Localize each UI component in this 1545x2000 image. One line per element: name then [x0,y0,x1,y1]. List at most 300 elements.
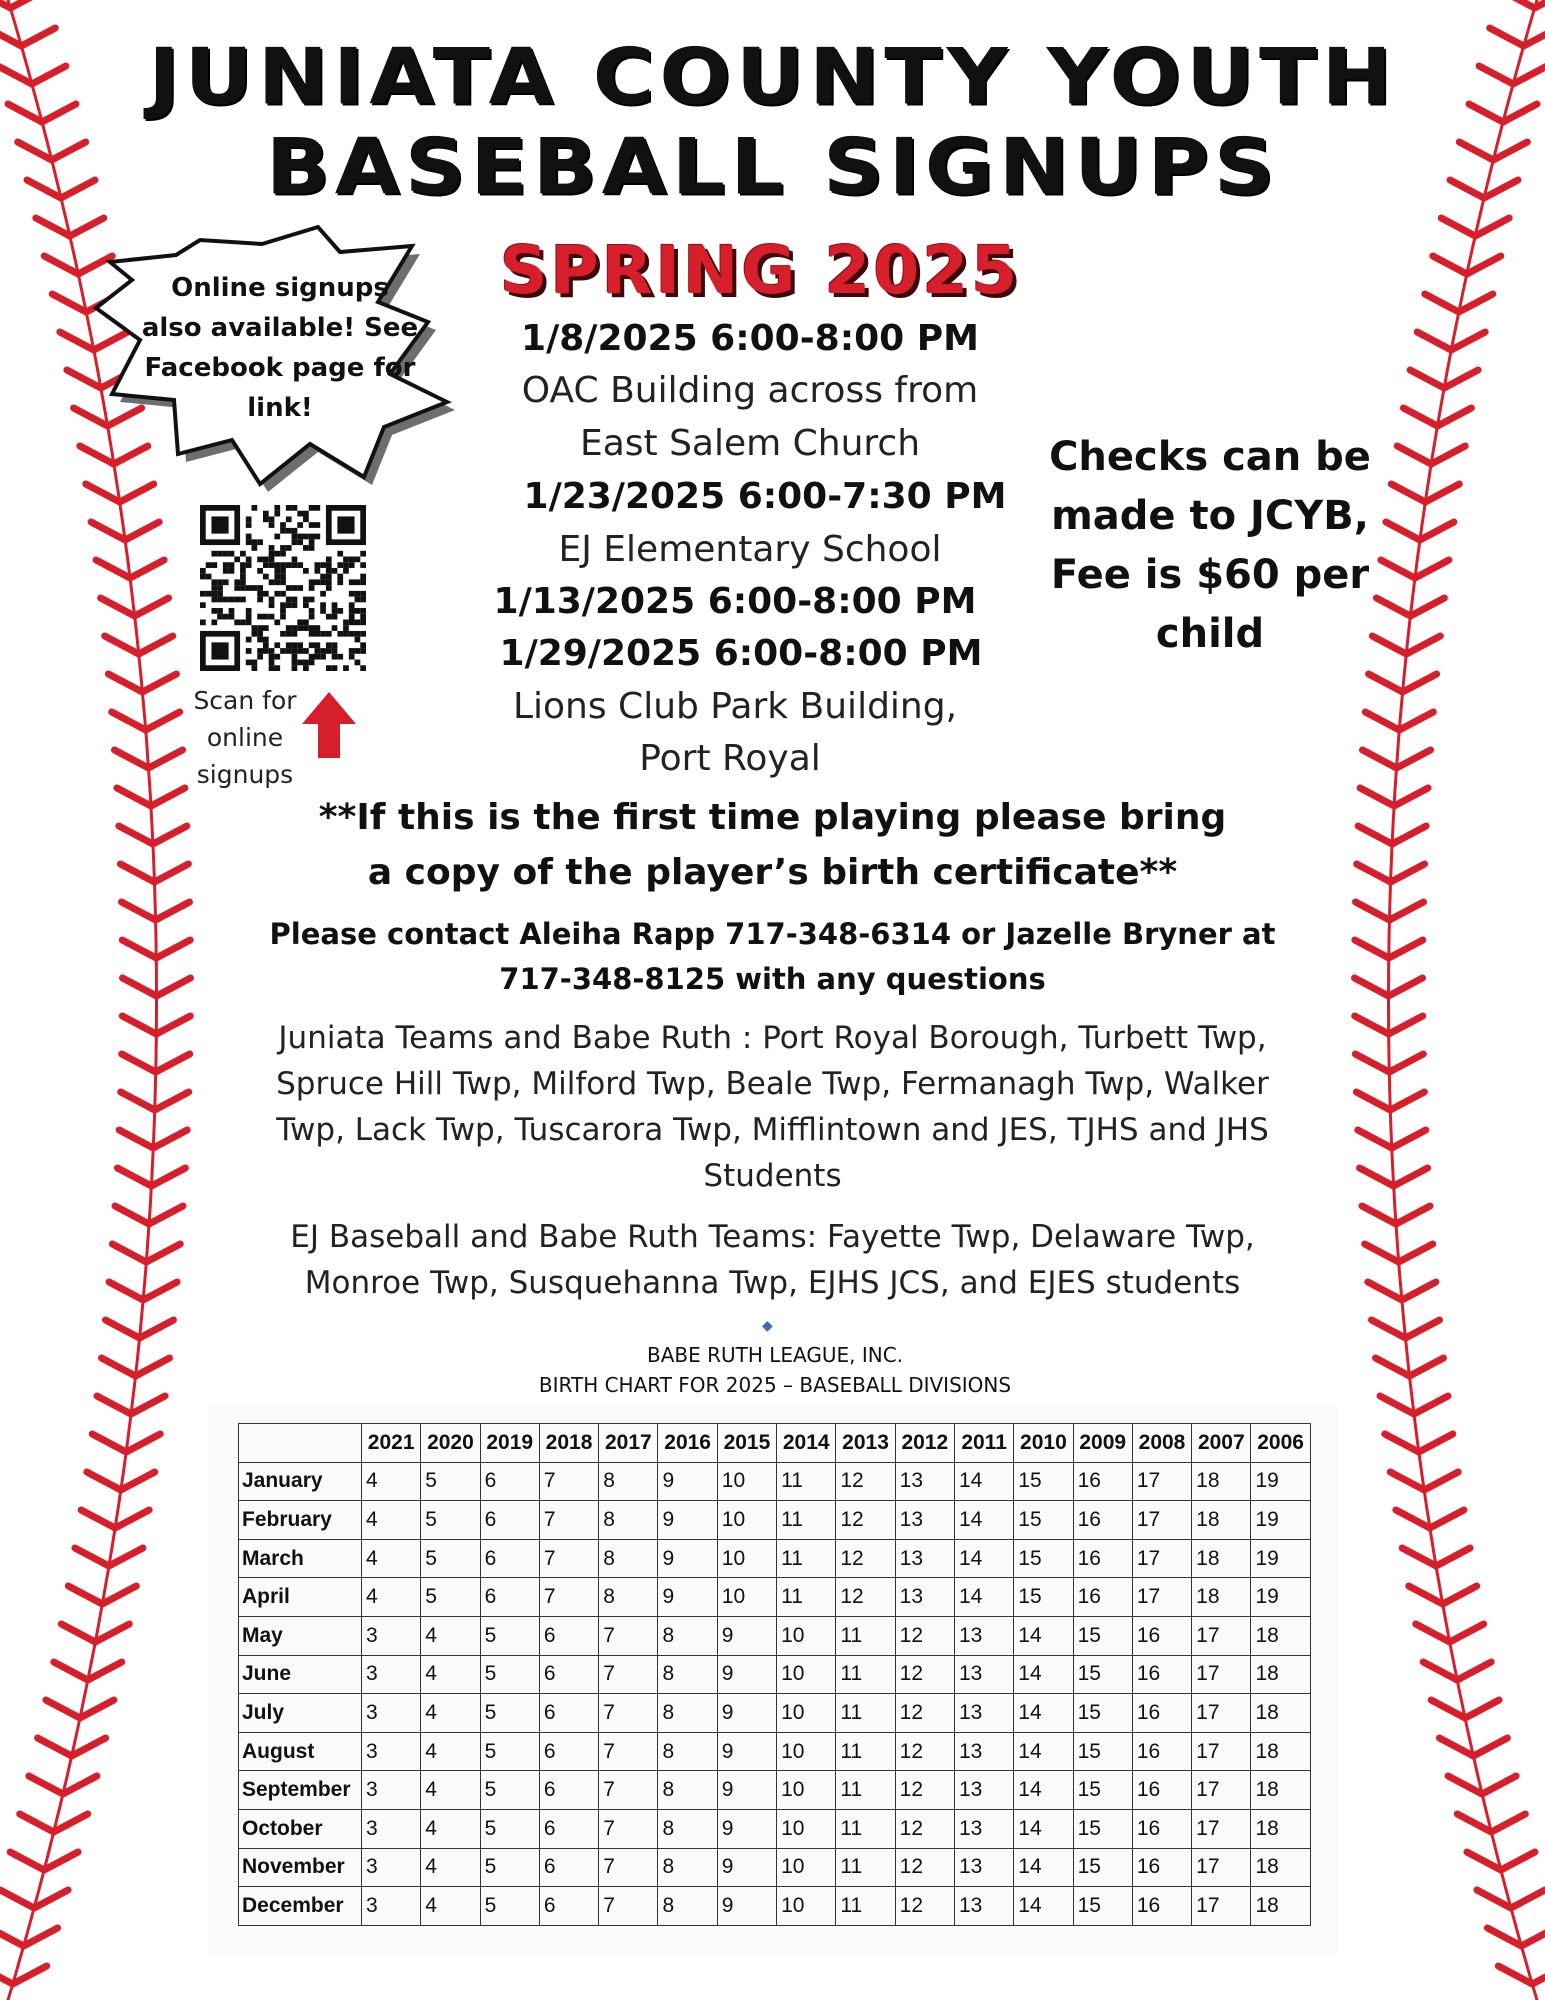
stitch-mark [126,1434,160,1452]
stitch-mark [146,712,180,730]
qr-module [349,608,355,614]
qr-module [240,597,246,603]
qr-module [303,660,309,666]
age-cell: 18 [1251,1694,1310,1733]
age-cell: 6 [480,1462,539,1501]
age-cell: 9 [658,1501,717,1540]
qr-module [217,585,223,591]
area-line: Students [703,1158,842,1194]
qr-module [240,619,246,625]
qr-module [211,642,228,659]
stitch-mark [115,1206,149,1224]
qr-module [229,597,235,603]
stitch-mark [1436,1548,1470,1566]
qr-module [292,597,298,603]
qr-module [286,528,292,534]
qr-module [343,562,349,568]
stitch-mark [156,1054,190,1072]
stitch-mark [1416,1624,1450,1642]
qr-module [269,597,275,603]
session-2-location: EJ Elementary School [558,529,942,570]
scan-label-line: Scan for [193,686,297,715]
stitch-mark [125,522,159,540]
qr-module [257,637,263,643]
qr-module [332,654,338,660]
stitch-mark [112,712,146,730]
contact-line: Please contact Aleiha Rapp 717-348-6314 or Jazelle Bryner at [269,917,1276,951]
age-cell: 11 [777,1539,836,1578]
stitch-mark [1402,1282,1436,1300]
table-row [239,1462,1311,1501]
area-line: EJ Baseball and Babe Ruth Teams: Fayette Twp, Delaware Twp, [290,1219,1255,1255]
age-cell: 5 [480,1732,539,1771]
age-cell: 4 [421,1616,480,1655]
age-cell: 8 [658,1694,717,1733]
age-cell: 18 [1192,1501,1251,1540]
qr-module [246,660,252,666]
qr-module [349,654,355,660]
age-cell: 7 [539,1501,598,1540]
qr-module [303,545,309,551]
qr-module [246,637,252,643]
qr-module [349,602,355,608]
stitch-mark [95,1624,129,1642]
age-cell: 12 [836,1462,895,1501]
age-cell: 16 [1132,1732,1191,1771]
qr-module [326,574,332,580]
qr-module [360,579,366,585]
qr-module [332,625,338,631]
starburst-line: Facebook page for [144,353,416,383]
age-cell: 6 [539,1655,598,1694]
qr-module [337,516,354,533]
qr-module [326,614,332,620]
qr-module [274,579,280,585]
age-cell: 8 [599,1578,658,1617]
qr-module [240,579,246,585]
qr-module [274,562,280,568]
age-cell: 18 [1192,1578,1251,1617]
stitch-mark [1389,978,1423,996]
qr-module [223,568,229,574]
qr-module [269,522,275,528]
stitch-mark [1501,1852,1535,1870]
age-cell: 17 [1132,1462,1191,1501]
qr-module [263,591,269,597]
age-cell: 11 [836,1887,895,1926]
stitch-mark [122,940,156,958]
stitch-mark [101,598,135,616]
qr-module [292,585,298,591]
stitch-mark [1357,864,1391,882]
stitch-mark [1391,484,1425,502]
qr-module [292,528,298,534]
year-header: 2019 [480,1424,539,1463]
qr-module [349,619,355,625]
age-cell: 18 [1251,1616,1310,1655]
qr-module [252,660,258,666]
qr-module [297,562,303,568]
qr-module [303,619,309,625]
age-cell: 15 [1014,1539,1073,1578]
stitch-mark [1399,1244,1433,1262]
stitch-mark [1402,1548,1436,1566]
stitch-mark [106,1320,140,1338]
qr-module [234,557,240,563]
qr-module [263,625,269,631]
qr-module [280,579,286,585]
stitch-mark [122,1016,156,1034]
stitch-mark [109,1282,143,1300]
age-cell: 6 [539,1809,598,1848]
age-cell: 6 [539,1771,598,1810]
qr-module [229,562,235,568]
qr-module [286,642,292,648]
stitch-mark [1437,408,1471,426]
qr-module [332,568,338,574]
qr-module [332,665,338,671]
stitch-mark [1443,1586,1477,1604]
stitch-mark [1372,1320,1406,1338]
age-cell: 13 [895,1578,954,1617]
year-header: 2013 [836,1424,895,1463]
stitch-mark [153,1130,187,1148]
stitch-mark [1439,1738,1473,1756]
qr-module [360,562,366,568]
age-cell: 3 [362,1771,421,1810]
age-cell: 9 [717,1771,776,1810]
qr-module [246,614,252,620]
qr-module [200,602,206,608]
stitch-mark [0,1890,34,1908]
stitch-mark [1397,750,1431,768]
age-cell: 8 [599,1462,658,1501]
stitch-mark [136,1358,170,1376]
qr-module [274,505,280,511]
qr-module [355,608,361,614]
stitch-mark [88,1662,122,1680]
qr-module [257,539,263,545]
month-cell: June [239,1655,362,1694]
qr-module [286,625,292,631]
age-cell: 8 [658,1771,717,1810]
qr-module [257,625,263,631]
age-cell: 9 [658,1578,717,1617]
qr-module [337,631,343,637]
stitch-mark [1441,218,1475,236]
age-cell: 4 [362,1501,421,1540]
month-cell: May [239,1616,362,1655]
age-cell: 17 [1192,1616,1251,1655]
qr-module [303,625,309,631]
stitch-mark [1394,1168,1428,1186]
qr-module [206,591,212,597]
qr-module [309,625,315,631]
stitch-mark [1511,1890,1545,1908]
age-cell: 12 [895,1771,954,1810]
qr-module [280,545,286,551]
age-cell: 11 [836,1694,895,1733]
qr-module [309,539,315,545]
age-cell: 18 [1251,1809,1310,1848]
stitch-mark [0,1928,24,1946]
qr-module [240,551,246,557]
age-cell: 13 [954,1887,1013,1926]
qr-module [274,568,280,574]
starburst-line: Online signups [171,273,389,303]
stitch-mark [1358,1130,1392,1148]
age-cell: 18 [1192,1539,1251,1578]
qr-module [320,591,326,597]
stitch-mark [105,636,139,654]
qr-module [320,608,326,614]
stitch-mark [1406,636,1440,654]
age-cell: 13 [954,1694,1013,1733]
area-line: Monroe Twp, Susquehanna Twp, EJHS JCS, and EJES students [304,1265,1241,1301]
stitch-mark [1491,1814,1525,1832]
title-line-1: JUNIATA COUNTY YOUTH [148,31,1397,123]
age-cell: 17 [1132,1501,1191,1540]
qr-module [292,648,298,654]
age-cell: 18 [1192,1462,1251,1501]
stitch-mark [1380,1396,1414,1414]
qr-module [229,614,235,620]
age-cell: 14 [1014,1848,1073,1887]
stitch-mark [1431,1700,1465,1718]
qr-module [229,608,235,614]
qr-module [280,648,286,654]
age-cell: 16 [1132,1848,1191,1887]
qr-module [274,665,280,671]
age-cell: 10 [717,1539,776,1578]
stitch-mark [1475,218,1509,236]
qr-module [217,591,223,597]
month-cell: December [239,1887,362,1926]
stitch-mark [1410,598,1444,616]
qr-module [343,557,349,563]
qr-module [269,551,275,557]
qr-module [269,648,275,654]
age-cell: 8 [658,1887,717,1926]
qr-module [309,597,315,603]
qr-module [355,557,361,563]
year-header: 2012 [895,1424,954,1463]
age-cell: 9 [658,1539,717,1578]
age-cell: 11 [777,1578,836,1617]
age-cell: 13 [895,1539,954,1578]
stitch-mark [1376,1358,1410,1376]
qr-module [314,625,320,631]
year-header: 2009 [1073,1424,1132,1463]
stitch-mark [1396,1510,1430,1528]
age-cell: 15 [1073,1848,1132,1887]
stitch-mark [142,674,176,692]
stitch-mark [115,1510,149,1528]
qr-module [269,654,275,660]
stitch-mark [46,1700,80,1718]
age-cell: 8 [658,1848,717,1887]
qr-module [360,619,366,625]
qr-module [309,614,315,620]
stitch-mark [102,1358,136,1376]
qr-module [292,562,298,568]
stitch-mark [1385,1434,1419,1452]
month-cell: September [239,1771,362,1810]
birth-chart-heading [440,1340,1110,1400]
qr-module [286,505,292,511]
qr-module [257,585,263,591]
stitch-mark [1420,522,1454,540]
age-cell: 13 [954,1848,1013,1887]
session-3-location: Lions Club Park Building, [512,686,958,727]
qr-module [274,654,280,660]
stitch-mark [1396,1206,1430,1224]
qr-module [269,562,275,568]
stitch-mark [117,788,151,806]
age-cell: 10 [717,1501,776,1540]
qr-module [343,568,349,574]
qr-module [246,557,252,563]
age-cell: 3 [362,1887,421,1926]
age-cell: 19 [1251,1578,1310,1617]
age-cell: 3 [362,1616,421,1655]
age-cell: 14 [1014,1616,1073,1655]
qr-module [337,562,343,568]
age-cell: 10 [777,1809,836,1848]
stitch-mark [149,750,183,768]
qr-module [269,665,275,671]
age-cell: 9 [717,1694,776,1733]
age-cell: 10 [777,1887,836,1926]
qr-code-icon[interactable] [200,505,366,671]
age-cell: 3 [362,1655,421,1694]
age-cell: 10 [777,1771,836,1810]
age-cell: 3 [362,1732,421,1771]
qr-module [286,516,292,522]
age-cell: 15 [1073,1616,1132,1655]
qr-module [337,608,343,614]
stitch-mark [1406,1320,1440,1338]
stitch-mark [1390,902,1424,920]
stitch-mark [1451,332,1485,350]
qr-module [360,551,366,557]
qr-module [337,579,343,585]
qr-module [360,648,366,654]
stitch-mark [1355,978,1389,996]
age-cell: 8 [658,1616,717,1655]
age-cell: 19 [1251,1462,1310,1501]
age-cell: 7 [599,1655,658,1694]
qr-module [343,665,349,671]
age-cell: 15 [1014,1462,1073,1501]
qr-module [206,562,212,568]
stitch-mark [1360,788,1394,806]
qr-module [297,522,303,528]
age-cell: 9 [717,1732,776,1771]
age-cell: 6 [480,1539,539,1578]
qr-module [252,505,258,511]
birth-chart-table [238,1423,1311,1926]
qr-module [263,637,269,643]
qr-module [246,516,252,522]
qr-module [280,522,286,528]
qr-module [292,557,298,563]
age-cell: 8 [658,1655,717,1694]
age-cell: 15 [1073,1655,1132,1694]
age-cell: 18 [1251,1732,1310,1771]
qr-module [292,654,298,660]
stitch-mark [1433,256,1467,274]
session-3-date: 1/13/2025 6:00-8:00 PM [493,581,977,622]
age-cell: 17 [1132,1578,1191,1617]
qr-module [211,551,217,557]
qr-module [355,631,361,637]
month-cell: January [239,1462,362,1501]
month-cell: October [239,1809,362,1848]
stitch-mark [139,636,173,654]
qr-module [360,631,366,637]
qr-module [303,665,309,671]
stitch-mark [151,1168,185,1186]
qr-module [292,539,298,545]
age-cell: 8 [658,1809,717,1848]
qr-module [303,648,309,654]
age-cell: 12 [836,1501,895,1540]
starburst-line: also available! See [141,313,419,343]
qr-module [252,665,258,671]
qr-module [332,602,338,608]
table-row [239,1578,1311,1617]
age-cell: 4 [362,1462,421,1501]
stitch-mark [143,1282,177,1300]
qr-module [234,585,240,591]
age-cell: 17 [1192,1771,1251,1810]
qr-module [286,597,292,603]
qr-module [211,619,217,625]
stitch-mark [60,332,94,350]
age-cell: 12 [836,1578,895,1617]
age-cell: 11 [836,1732,895,1771]
stitch-mark [52,294,86,312]
stitch-mark [80,1700,114,1718]
age-cell: 5 [421,1539,480,1578]
qr-module [269,614,275,620]
stitch-mark [1390,1092,1424,1110]
stitch-mark [20,1814,54,1832]
age-cell: 13 [954,1809,1013,1848]
qr-module [211,516,228,533]
qr-module [320,579,326,585]
qr-module [229,568,235,574]
qr-module [349,562,355,568]
qr-module [326,648,332,654]
qr-module [355,591,361,597]
qr-module [326,562,332,568]
age-cell: 11 [777,1462,836,1501]
qr-module [269,545,275,551]
age-cell: 11 [836,1848,895,1887]
year-header: 2017 [599,1424,658,1463]
qr-module [303,516,309,522]
stitch-mark [156,1016,190,1034]
qr-module [246,585,252,591]
age-cell: 9 [658,1462,717,1501]
stitch-mark [1360,1168,1394,1186]
stitch-mark [157,978,191,996]
qr-module [303,597,309,603]
qr-module [223,579,229,585]
age-cell: 12 [895,1616,954,1655]
